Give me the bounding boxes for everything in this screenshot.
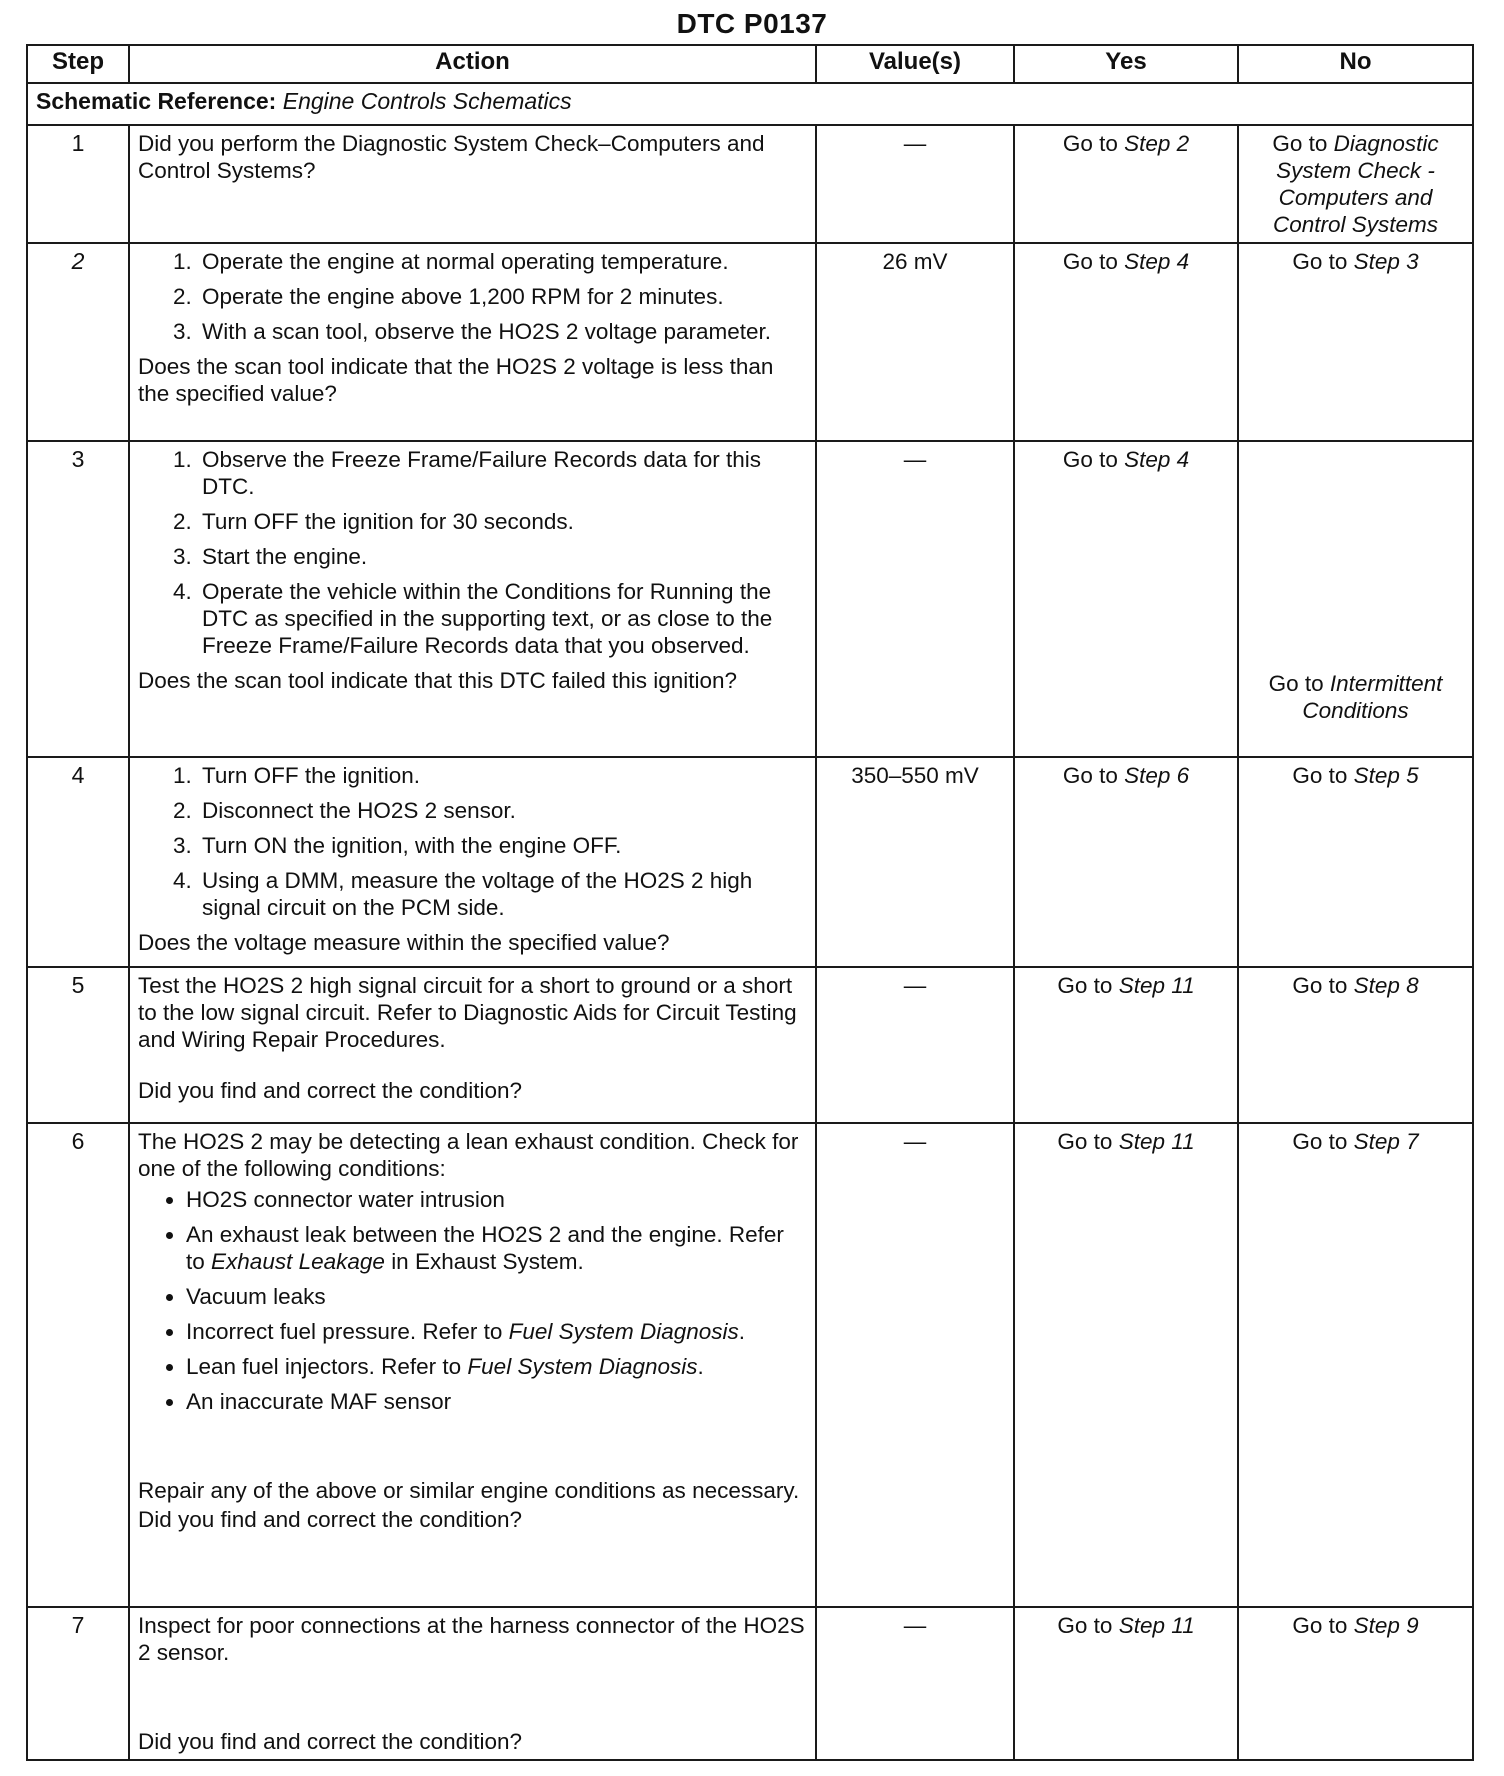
no-link[interactable]: Step 9 [1353, 1613, 1419, 1638]
no-cell [1238, 243, 1473, 441]
value-cell: — [816, 1607, 1014, 1760]
reference-link[interactable]: Fuel System Diagnosis [508, 1319, 739, 1344]
schematic-reference-link[interactable]: Engine Controls Schematics [282, 88, 572, 114]
table-row [27, 757, 1473, 967]
yes-link[interactable]: Step 4 [1124, 447, 1190, 472]
no-link[interactable]: Step 7 [1353, 1129, 1419, 1154]
step-number-text: 2 [71, 248, 85, 274]
schematic-reference-label: Schematic Reference: [36, 88, 277, 114]
go-to-label: Go to [1057, 1129, 1113, 1154]
yes-link[interactable]: Step 11 [1118, 973, 1195, 998]
no-cell [1238, 125, 1473, 243]
step-number: 5 [27, 967, 129, 1123]
yes-link[interactable]: Step 4 [1124, 249, 1190, 274]
list-item: 1. Turn OFF the ignition. [198, 762, 807, 789]
step-number: 1 [27, 125, 129, 243]
diagnostic-table [26, 44, 1474, 1761]
action-text: The HO2S 2 may be detecting a lean exhaust condition. Check for one of the following conditions: [138, 1129, 799, 1181]
step-number: 4 [27, 757, 129, 967]
list-item: • An inaccurate MAF sensor [186, 1388, 807, 1415]
no-link[interactable]: Step 8 [1353, 973, 1419, 998]
step-number: 7 [27, 1607, 129, 1760]
list-item-text: Lean fuel injectors. Refer to [186, 1354, 462, 1379]
schematic-reference [27, 83, 1473, 125]
reference-link[interactable]: Exhaust Leakage [211, 1249, 385, 1274]
condition-list [138, 1186, 807, 1415]
no-cell [1238, 1123, 1473, 1607]
list-item: 2. Operate the engine above 1,200 RPM for 2 minutes. [198, 283, 807, 310]
page-title: DTC P0137 [676, 8, 828, 39]
action-cell [129, 967, 816, 1123]
go-to-label: Go to [1057, 1613, 1113, 1638]
list-item: • Lean fuel injectors. Refer to Fuel System Diagnosis. [186, 1353, 807, 1380]
value-cell: — [816, 967, 1014, 1123]
value-cell: 350–550 mV [816, 757, 1014, 967]
table-row [27, 125, 1473, 243]
value-cell: — [816, 1123, 1014, 1607]
value-cell: — [816, 441, 1014, 757]
action-list [138, 762, 807, 921]
header-no: No [1238, 45, 1473, 83]
no-cell [1238, 757, 1473, 967]
schematic-reference-row [27, 83, 1473, 125]
go-to-label: Go to [1062, 249, 1118, 274]
action-cell [129, 441, 816, 757]
reference-link[interactable]: Fuel System Diagnosis [467, 1354, 698, 1379]
no-link[interactable]: Step 3 [1353, 249, 1419, 274]
yes-link[interactable]: Step 11 [1118, 1613, 1195, 1638]
action-cell [129, 757, 816, 967]
yes-cell [1014, 441, 1238, 757]
list-item-text: An exhaust leak between the HO2S 2 and the engine. Refer to [186, 1222, 784, 1274]
table-row [27, 1607, 1473, 1760]
no-cell [1238, 441, 1473, 757]
step-number: 3 [27, 441, 129, 757]
yes-cell [1014, 757, 1238, 967]
list-item: • HO2S connector water intrusion [186, 1186, 807, 1213]
list-item: 4. Using a DMM, measure the voltage of the HO2S 2 high signal circuit on the PCM side. [198, 867, 807, 921]
list-item: 2. Disconnect the HO2S 2 sensor. [198, 797, 807, 824]
list-item: 1. Observe the Freeze Frame/Failure Records data for this DTC. [198, 446, 807, 500]
list-item: 3. With a scan tool, observe the HO2S 2 voltage parameter. [198, 318, 807, 345]
action-list [138, 446, 807, 659]
action-cell [129, 1123, 816, 1607]
header-row [27, 45, 1473, 83]
table-row [27, 967, 1473, 1123]
go-to-label: Go to [1062, 763, 1118, 788]
go-to-label: Go to [1292, 973, 1348, 998]
list-item: 3. Turn ON the ignition, with the engine OFF. [198, 832, 807, 859]
table-row [27, 243, 1473, 441]
no-cell [1238, 967, 1473, 1123]
step-number [27, 243, 129, 441]
header-values: Value(s) [816, 45, 1014, 83]
yes-link[interactable]: Step 11 [1118, 1129, 1195, 1154]
yes-cell [1014, 243, 1238, 441]
list-item-text: Incorrect fuel pressure. Refer to [186, 1319, 503, 1344]
header-action: Action [129, 45, 816, 83]
list-item: 2. Turn OFF the ignition for 30 seconds. [198, 508, 807, 535]
no-link[interactable]: Intermittent Conditions [1302, 671, 1443, 723]
yes-cell [1014, 125, 1238, 243]
value-cell: 26 mV [816, 243, 1014, 441]
action-question: Did you perform the Diagnostic System Check–Computers and Control Systems? [138, 131, 765, 183]
go-to-label: Go to [1292, 763, 1348, 788]
list-item: 1. Operate the engine at normal operating temperature. [198, 248, 807, 275]
yes-cell [1014, 967, 1238, 1123]
table-row [27, 1123, 1473, 1607]
go-to-label: Go to [1272, 131, 1328, 156]
action-question: Does the scan tool indicate that the HO2S 2 voltage is less than the specified value? [138, 354, 774, 406]
header-step: Step [27, 45, 129, 83]
go-to-label: Go to [1292, 249, 1348, 274]
list-item: • Vacuum leaks [186, 1283, 807, 1310]
header-yes: Yes [1014, 45, 1238, 83]
table-row [27, 441, 1473, 757]
yes-link[interactable]: Step 6 [1124, 763, 1190, 788]
go-to-label: Go to [1292, 1613, 1348, 1638]
no-cell [1238, 1607, 1473, 1760]
list-item-text: in Exhaust System. [391, 1249, 584, 1274]
action-question: Does the scan tool indicate that this DTC failed this ignition? [138, 668, 738, 693]
go-to-label: Go to [1292, 1129, 1348, 1154]
action-cell [129, 243, 816, 441]
action-cell [129, 1607, 816, 1760]
list-item: 4. Operate the vehicle within the Conditions for Running the DTC as specified in the supporting text, or as close to the Freeze Frame/Failure Records data that you observed. [198, 578, 807, 659]
list-item: • Incorrect fuel pressure. Refer to Fuel System Diagnosis. [186, 1318, 807, 1345]
go-to-label: Go to [1268, 671, 1324, 696]
yes-cell [1014, 1607, 1238, 1760]
action-question: Does the voltage measure within the specified value? [138, 930, 670, 955]
action-text: Test the HO2S 2 high signal circuit for a short to ground or a short to the low signal circuit. Refer to Diagnostic Aids for Circuit Testing and Wiring Repair Procedures. [138, 973, 797, 1052]
no-link[interactable]: Step 5 [1353, 763, 1419, 788]
action-question: Did you find and correct the condition? [138, 1729, 522, 1754]
value-cell: — [816, 125, 1014, 243]
go-to-label: Go to [1062, 447, 1118, 472]
yes-link[interactable]: Step 2 [1124, 131, 1190, 156]
step-number: 6 [27, 1123, 129, 1607]
action-list [138, 248, 807, 345]
action-question: Did you find and correct the condition? [138, 1078, 522, 1103]
action-question: Did you find and correct the condition? [138, 1507, 522, 1532]
action-cell [129, 125, 816, 243]
go-to-label: Go to [1062, 131, 1118, 156]
no-link[interactable]: Diagnostic System Check - Computers and Control Systems [1272, 131, 1439, 237]
list-item [186, 1221, 807, 1275]
action-text: Inspect for poor connections at the harness connector of the HO2S 2 sensor. [138, 1613, 805, 1665]
yes-cell [1014, 1123, 1238, 1607]
list-item: 3. Start the engine. [198, 543, 807, 570]
go-to-label: Go to [1057, 973, 1113, 998]
repair-text: Repair any of the above or similar engine conditions as necessary. [138, 1478, 800, 1503]
